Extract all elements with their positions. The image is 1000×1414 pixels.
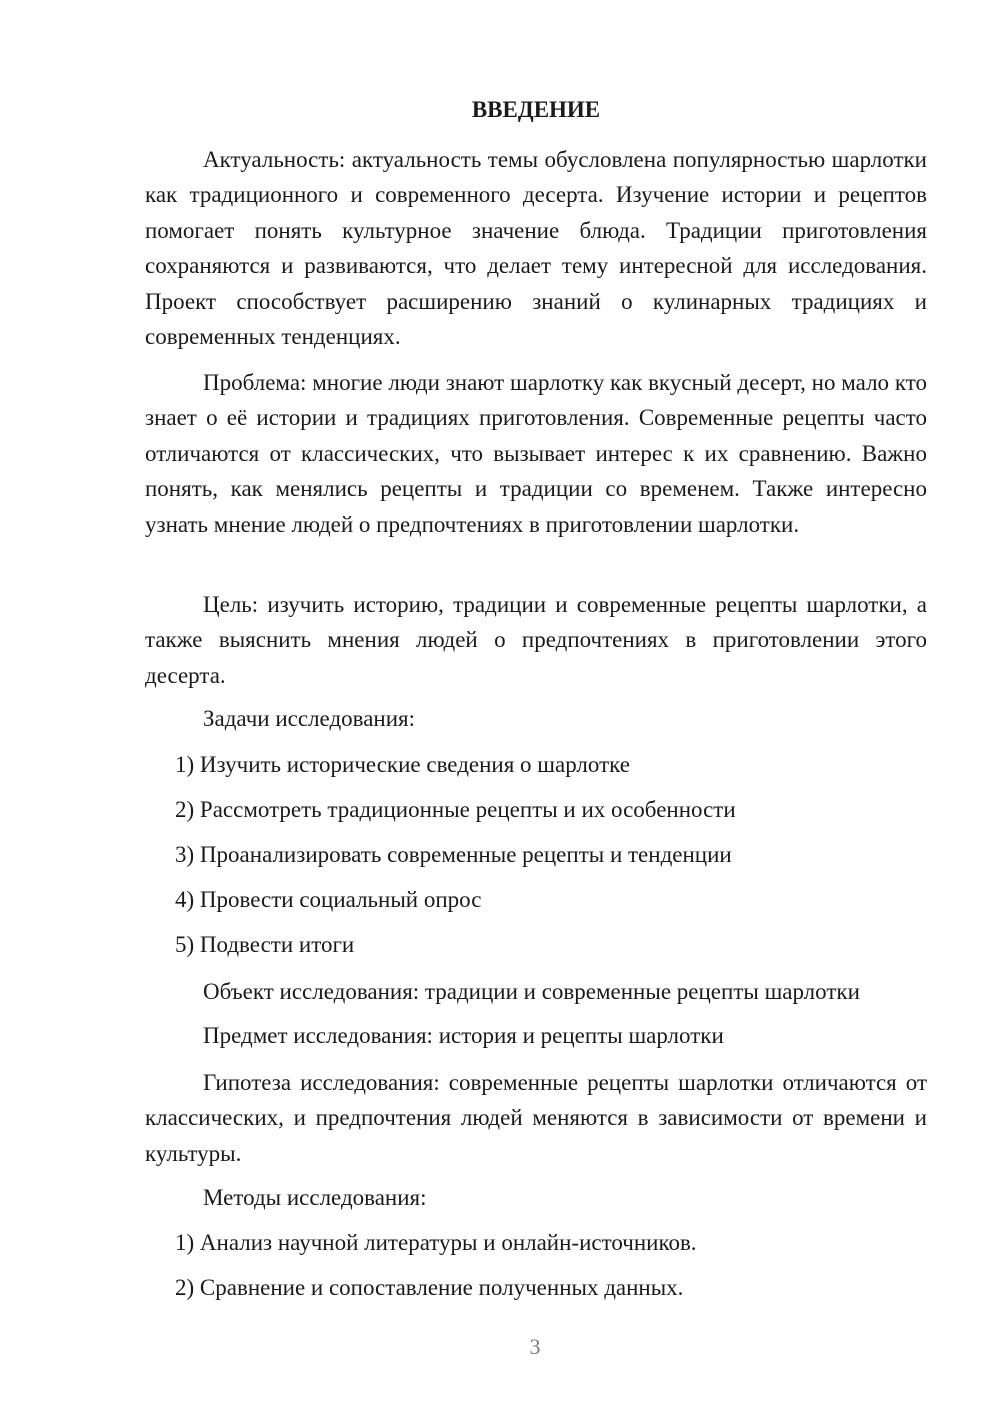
page-number: 3 [529,1334,541,1359]
task-item: 1) Изучить исторические сведения о шарлотке [175,752,630,777]
task-item: 4) Провести социальный опрос [175,887,482,912]
method-item: 1) Анализ научной литературы и онлайн-источников. [175,1230,697,1255]
goal-paragraph: Цель: изучить историю, традиции и современные рецепты шарлотки, а также выяснить мнения людей о предпочтениях в приготовлении этого десерта. [145,592,927,688]
problem-paragraph: Проблема: многие люди знают шарлотку как вкусный десерт, но мало кто знает о её истории и традициях приготовления. Современные рецепты часто отличаются от классических, что вызывает интерес к их сравнению. Важно понять, как менялись рецепты и традиции со временем. Также интересно узнать мнение людей о предпочтениях в приготовлении шарлотки. [145,370,927,537]
task-item: 5) Подвести итоги [175,932,355,957]
task-item: 2) Рассмотреть традиционные рецепты и их особенности [175,797,736,822]
research-object: Объект исследования: традиции и современные рецепты шарлотки [203,979,860,1004]
relevance-paragraph: Актуальность: актуальность темы обусловлена популярностью шарлотки как традиционного и современного десерта. Изучение истории и рецептов помогает понять культурное значение блюда. Традиции приготовления сохраняются и развиваются, что делает тему интересной для исследования. Проект способствует расширению знаний о кулинарных традициях и современных тенденциях. [145,147,927,350]
task-item: 3) Проанализировать современные рецепты и тенденции [175,842,732,867]
tasks-heading: Задачи исследования: [203,706,416,731]
hypothesis-paragraph: Гипотеза исследования: современные рецепты шарлотки отличаются от классических, и предпочтения людей меняются в зависимости от времени и культуры. [145,1070,927,1166]
research-subject: Предмет исследования: история и рецепты шарлотки [203,1023,724,1048]
method-item: 2) Сравнение и сопоставление полученных данных. [175,1275,684,1300]
methods-heading: Методы исследования: [203,1185,427,1210]
page-title: ВВЕДЕНИЕ [471,97,601,122]
